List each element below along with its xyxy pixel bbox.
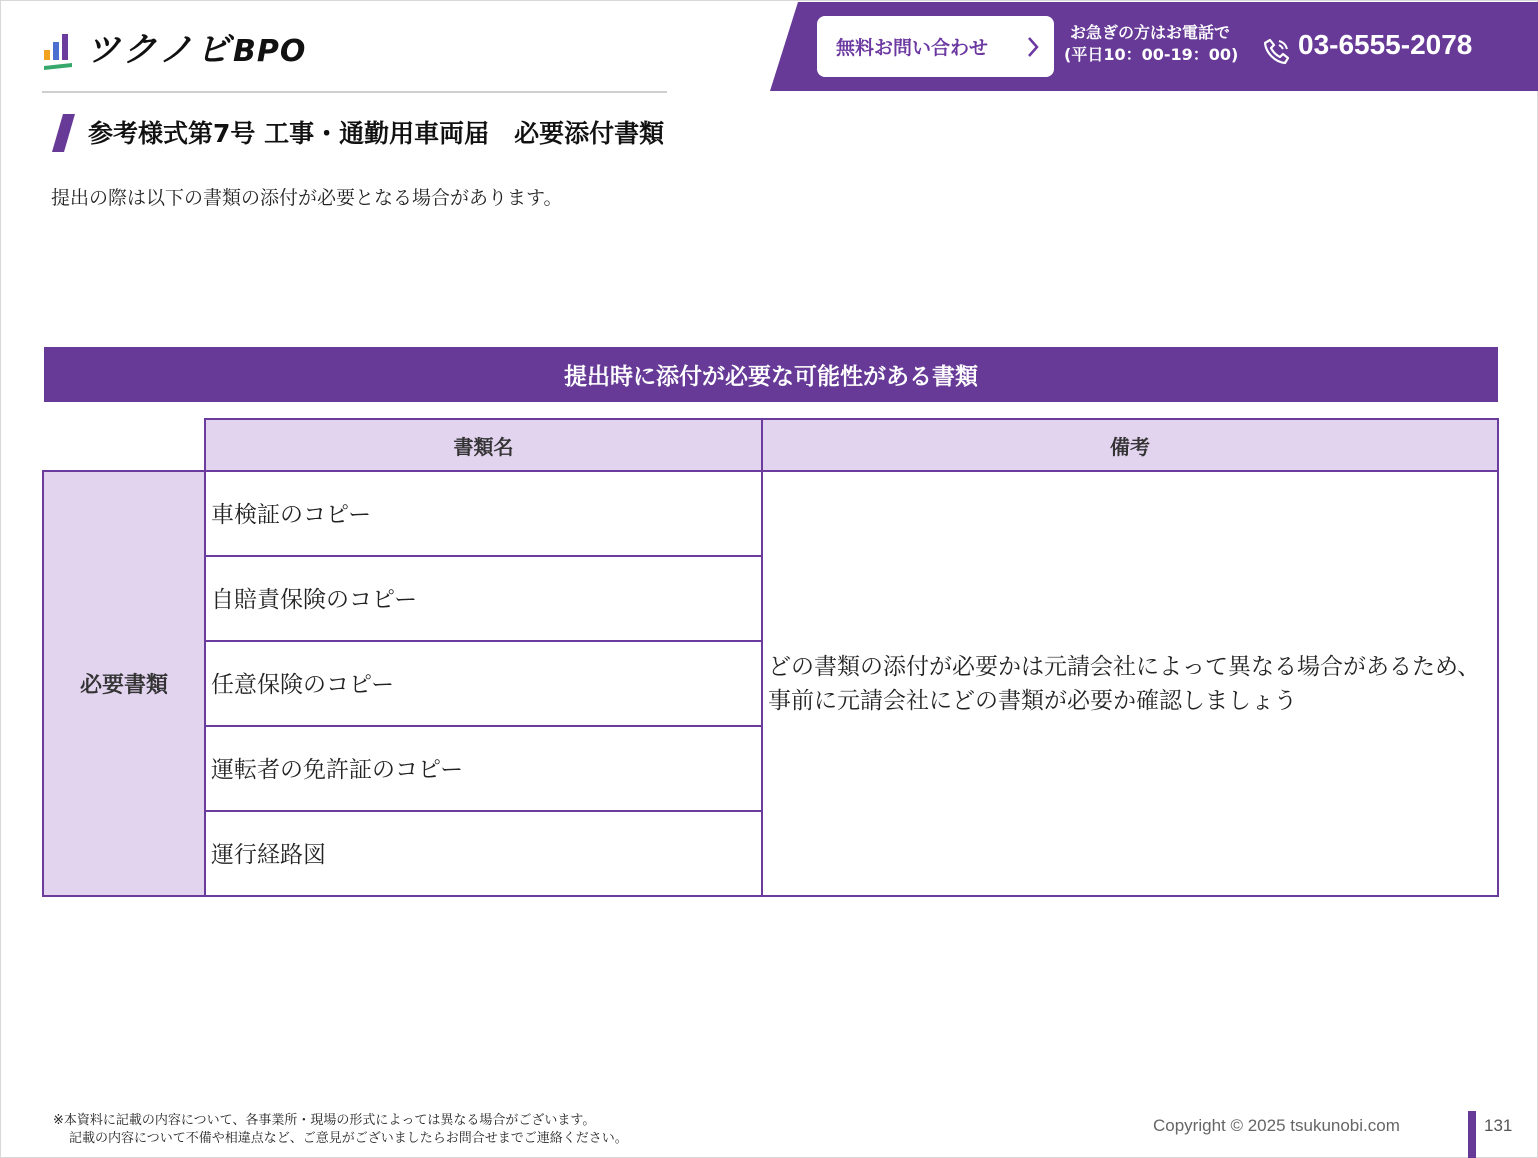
brand-logo[interactable] [42,28,342,74]
document-name-cell: 自賠責保険のコピー [205,556,762,641]
chevron-right-icon [1026,36,1040,58]
category-cell: 必要書類 [43,471,205,896]
header-divider [42,91,667,93]
phone-hours-line1: お急ぎの方はお電話で [1070,23,1231,42]
copyright: Copyright © 2025 tsukunobi.com [1153,1116,1400,1135]
footnote-line2: 記載の内容について不備や相違点など、ご意見がございましたらお問合せまでご連絡ください。 [69,1131,628,1146]
header-document-name: 書類名 [205,419,762,471]
logo-text: ツクノビ [86,30,233,70]
document-name-cell: 車検証のコピー [205,471,762,556]
remarks-cell: どの書類の添付が必要かは元請会社によって異なる場合があるため、事前に元請会社にどの書類が必要か確認しましょう [762,471,1498,896]
table-header-row [43,419,1498,471]
bar-chart-logo-icon [42,30,78,70]
logo-suffix: BPO [232,34,307,69]
document-name-cell: 運転者の免許証のコピー [205,726,762,811]
inquiry-label: 無料お問い合わせ [836,37,989,59]
phone-icon [1262,36,1292,66]
document-name-cell: 任意保険のコピー [205,641,762,726]
intro-text: 提出の際は以下の書類の添付が必要となる場合があります。 [51,187,563,209]
title-accent-bar [52,114,76,152]
header-remarks: 備考 [762,419,1498,471]
footnote [53,1112,628,1148]
page-title: 参考様式第7号 工事・通勤用車両届 必要添付書類 [88,119,665,148]
phone-number[interactable]: 03-6555-2078 [1298,29,1473,60]
blank-corner-cell [43,419,205,471]
phone-hours-line2: (平日10：00-19：00) [1064,45,1239,64]
table-banner: 提出時に添付が必要な可能性がある書類 [44,347,1498,402]
required-documents-table [42,418,1499,897]
page-number: 131 [1484,1116,1513,1135]
table-row [43,471,1498,556]
document-name-cell: 運行経路図 [205,811,762,896]
free-inquiry-button[interactable] [817,16,1054,77]
footnote-line1: ※本資料に記載の内容について、各事業所・現場の形式によっては異なる場合がございます。 [53,1113,596,1128]
logo-wordmark [86,28,306,74]
phone-hours [1064,22,1254,66]
page-number-accent [1468,1111,1476,1158]
